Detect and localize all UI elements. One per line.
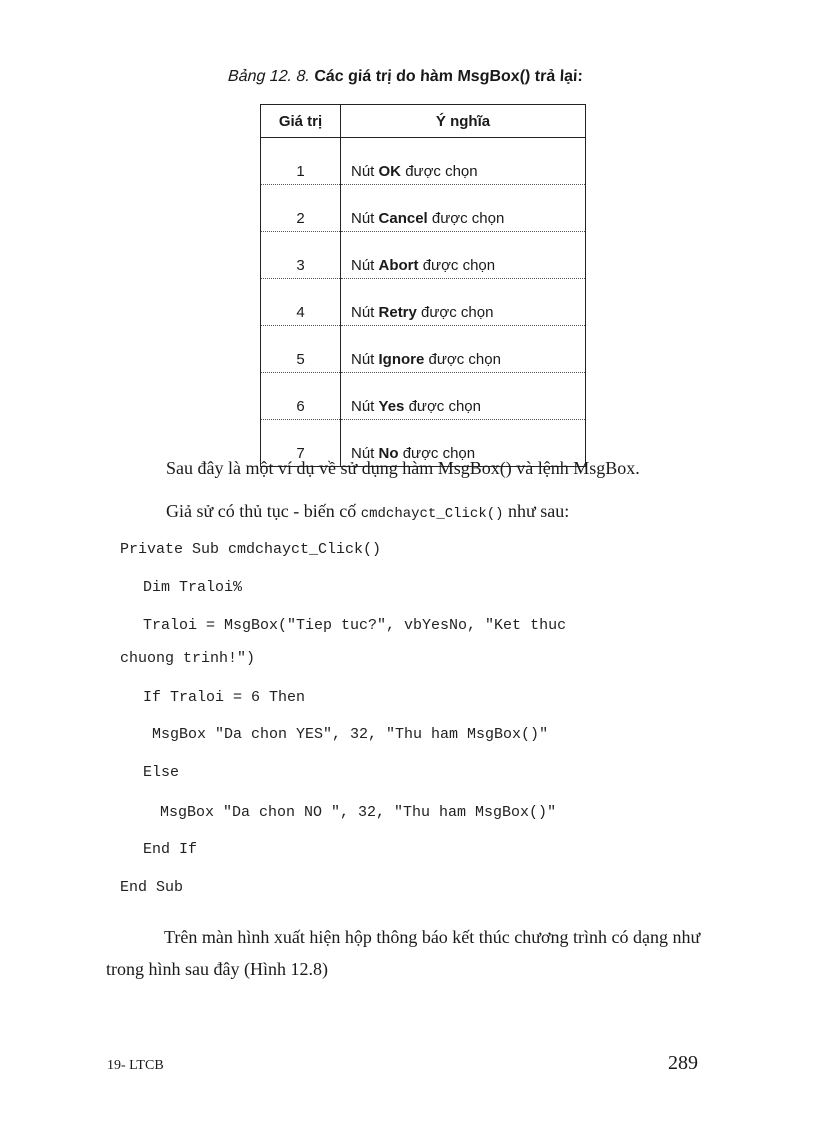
code-line: Private Sub cmdchayct_Click(): [120, 541, 382, 558]
value-cell: 6: [261, 373, 341, 420]
meaning-suffix: được chọn: [431, 210, 505, 227]
meaning-suffix: được chọn: [402, 445, 476, 462]
meaning-prefix: Nút: [351, 351, 375, 368]
procedure-name-code: cmdchayct_Click(): [360, 506, 504, 522]
button-name: Retry: [378, 304, 417, 321]
meaning-cell: [341, 326, 586, 373]
code-line: Traloi = MsgBox("Tiep tuc?", vbYesNo, "Ket thuc: [143, 617, 567, 634]
caption-label: Bảng 12. 8.: [227, 68, 311, 85]
button-name: Abort: [378, 257, 419, 274]
caption-title: Các giá trị do hàm MsgBox() trả lại:: [313, 68, 584, 85]
value-cell: 1: [261, 138, 341, 185]
meaning-suffix: được chọn: [421, 304, 494, 321]
paragraph-procedure-after: như sau:: [508, 501, 570, 521]
meaning-prefix: Nút: [351, 210, 375, 227]
table-row: [261, 279, 586, 326]
table-row: [261, 326, 586, 373]
table-header-row: [261, 105, 586, 138]
value-cell: 2: [261, 185, 341, 232]
code-line: End Sub: [120, 879, 184, 896]
meaning-suffix: được chọn: [428, 351, 501, 368]
paragraph-result: Trên màn hình xuất hiện hộp thông báo kết thúc chương trình có dạng như trong hình sau đây (Hình 12.8): [106, 927, 701, 979]
button-name: Yes: [378, 398, 405, 415]
button-name: OK: [378, 163, 402, 180]
table-body: [261, 138, 586, 467]
meaning-suffix: được chọn: [422, 257, 496, 274]
button-name: Ignore: [378, 351, 425, 368]
code-line: chuong trinh!"): [120, 650, 256, 667]
table-row: [261, 138, 586, 185]
table-row: [261, 373, 586, 420]
code-line: End If: [143, 841, 198, 858]
value-cell: 5: [261, 326, 341, 373]
code-line: If Traloi = 6 Then: [143, 689, 306, 706]
header-value: Giá trị: [261, 105, 341, 138]
button-name: Cancel: [378, 210, 428, 227]
header-meaning: Ý nghĩa: [341, 105, 586, 138]
meaning-suffix: được chọn: [408, 398, 481, 415]
table-caption: [228, 68, 689, 86]
code-line: Dim Traloi%: [143, 579, 243, 596]
meaning-suffix: được chọn: [405, 163, 478, 180]
meaning-prefix: Nút: [351, 304, 375, 321]
code-line: Else: [143, 764, 180, 781]
meaning-cell: [341, 138, 586, 185]
meaning-cell: [341, 185, 586, 232]
code-line: MsgBox "Da chon NO ", 32, "Thu ham MsgBox()": [160, 804, 557, 821]
meaning-cell: [341, 279, 586, 326]
value-cell: 4: [261, 279, 341, 326]
table-row: [261, 185, 586, 232]
meaning-prefix: Nút: [351, 398, 375, 415]
value-cell: 7: [261, 420, 341, 467]
meaning-prefix: Nút: [351, 163, 375, 180]
paragraph-intro: Sau đây là một ví dụ về sử dụng hàm MsgBox() và lệnh MsgBox.: [166, 458, 640, 478]
button-name: No: [378, 445, 399, 462]
value-cell: 3: [261, 232, 341, 279]
meaning-cell: [341, 232, 586, 279]
table-row: [261, 232, 586, 279]
page-number: 289: [668, 1052, 698, 1074]
meaning-cell: [341, 373, 586, 420]
footer-label: 19- LTCB: [107, 1058, 164, 1073]
paragraph-procedure-before: Giả sử có thủ tục - biến cố: [166, 501, 357, 521]
code-line: MsgBox "Da chon YES", 32, "Thu ham MsgBox()": [152, 726, 549, 743]
msgbox-values-table: [260, 104, 586, 467]
paragraph-procedure: [106, 500, 720, 523]
meaning-prefix: Nút: [351, 445, 375, 462]
meaning-prefix: Nút: [351, 257, 375, 274]
